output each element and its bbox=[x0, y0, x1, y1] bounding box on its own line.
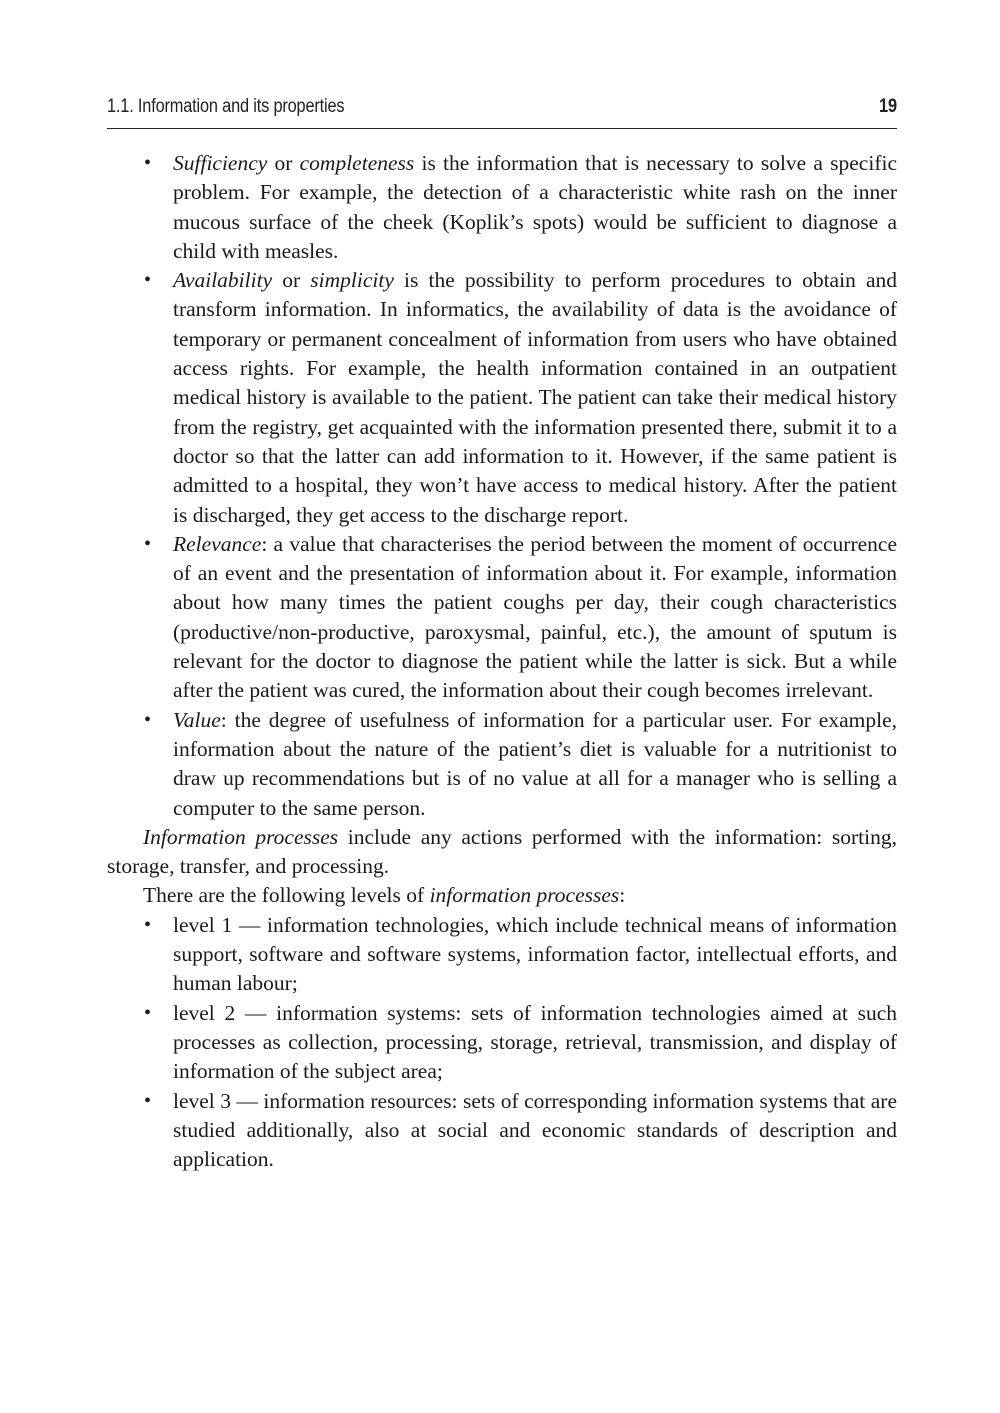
connector: or bbox=[272, 268, 311, 293]
running-header bbox=[107, 96, 897, 129]
processes-paragraph bbox=[107, 823, 897, 882]
term: Information processes bbox=[143, 824, 339, 849]
list-item-level-2 bbox=[107, 999, 897, 1087]
term: Value bbox=[173, 707, 221, 732]
list-item-availability bbox=[107, 266, 897, 530]
connector: or bbox=[267, 151, 300, 175]
body-text bbox=[107, 149, 897, 1174]
term: information processes bbox=[429, 883, 620, 908]
bullet-icon: • bbox=[144, 532, 152, 555]
bullet-icon: • bbox=[144, 269, 152, 292]
properties-list bbox=[107, 149, 897, 823]
definition-text: is the possibility to perform procedures to obtain and transform information. In informatics, the availability of data is the avoidance of temporary or permanent concealment of information from users who have obtained access rights. For example, the health information contained in an outpatient medical history is available to the patient. The patient can take their medical history from the registry, get acquainted with the information presented there, submit it to a doctor so that the latter can add information to it. However, if the same patient is admitted to a hospital, they won’t have access to medical history. After the patient is discharged, they get access to the discharge report. bbox=[173, 268, 897, 527]
term: Relevance bbox=[173, 531, 262, 556]
term: simplicity bbox=[310, 268, 394, 293]
definition-text: : a value that characterises the period between the moment of occurrence of an event and the presentation of information about it. For example, information about how many times the patient coughs per day, their cough characteristics (productive/non-productive, paroxysmal, painful, etc.), the amount of sputum is relevant for the doctor to diagnose the patient while the latter is sick. But a while after the patient was cured, the information about their cough becomes irrelevant. bbox=[173, 531, 897, 703]
term: Sufficiency bbox=[173, 151, 268, 175]
term: completeness bbox=[299, 151, 415, 175]
list-item-value bbox=[107, 706, 897, 823]
paragraph-text: There are the following levels of bbox=[143, 883, 430, 908]
list-item-level-1 bbox=[107, 911, 897, 999]
definition-text: : the degree of usefulness of information for a particular user. For example, information about the nature of the patient’s diet is valuable for a nutritionist to draw up recommendations but is of no value at all for a manager who is selling a computer to the same person. bbox=[173, 707, 897, 820]
level-text: level 3 — information resources: sets of corresponding information systems that are studied additionally, also at social and economic standards of description and application. bbox=[173, 1088, 897, 1172]
bullet-icon: • bbox=[144, 708, 152, 731]
page-number: 19 bbox=[878, 96, 897, 117]
level-text: level 1 — information technologies, which include technical means of information support, software and software systems, information factor, intellectual efforts, and human labour; bbox=[173, 912, 897, 996]
paragraph-tail: : bbox=[619, 883, 626, 908]
term: Availability bbox=[173, 268, 273, 293]
levels-intro-paragraph bbox=[107, 881, 897, 910]
list-item-sufficiency bbox=[107, 149, 897, 266]
list-item-relevance bbox=[107, 530, 897, 706]
bullet-icon: • bbox=[144, 152, 152, 174]
bullet-icon: • bbox=[144, 1089, 152, 1112]
level-text: level 2 — information systems: sets of information technologies aimed at such processes as collection, processing, storage, retrieval, transmission, and display of information of the subject area; bbox=[173, 1000, 897, 1084]
levels-list bbox=[107, 911, 897, 1175]
bullet-icon: • bbox=[144, 1001, 152, 1024]
section-title: 1.1. Information and its properties bbox=[107, 96, 345, 117]
definition-text: is the information that is necessary to solve a specific problem. For example, the detection of a characteristic white rash on the inner mucous surface of the cheek (Koplik’s spots) would be sufficient to diagnose a child with measles. bbox=[173, 151, 897, 263]
paragraph-text: include any actions performed with the information: sorting, storage, transfer, and processing. bbox=[107, 824, 897, 879]
bullet-icon: • bbox=[144, 913, 152, 936]
list-item-level-3 bbox=[107, 1087, 897, 1175]
